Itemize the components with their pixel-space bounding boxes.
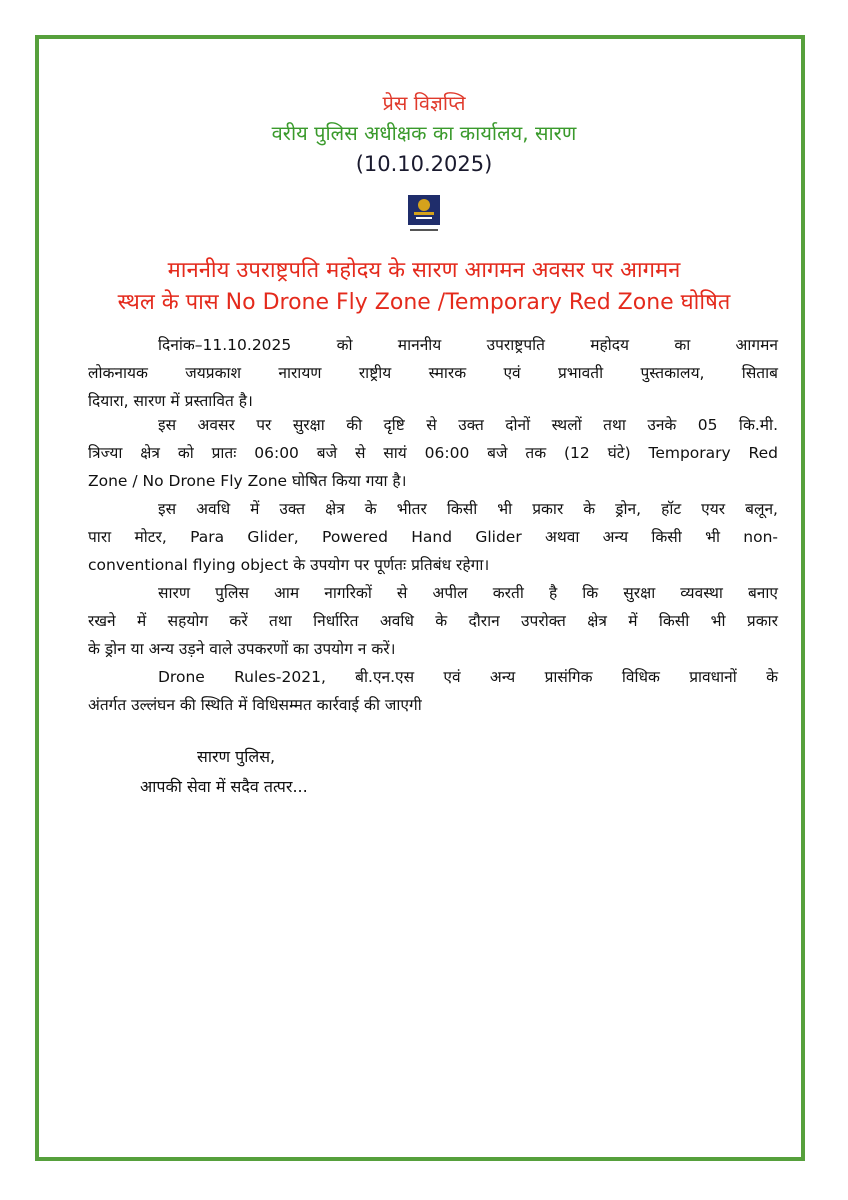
- body-line: अंतर्गत उल्लंघन की स्थिति में विधिसम्मत कार्रवाई की जाएगी: [88, 696, 422, 714]
- emblem-band: [416, 217, 432, 219]
- body-line: लोकनायक जयप्रकाश नारायण राष्ट्रीय स्मारक एवं प्रभावती पुस्तकालय, सिताब: [88, 364, 778, 382]
- body-line: इस अवधि में उक्त क्षेत्र के भीतर किसी भी प्रकार के ड्रोन, हॉट एयर बलून,: [158, 500, 778, 518]
- body-line: रखने में सहयोग करें तथा निर्धारित अवधि के दौरान उपरोक्त क्षेत्र में किसी भी प्रकार: [88, 612, 778, 630]
- body-line: conventional flying object के उपयोग पर पूर्णतः प्रतिबंध रहेगा।: [88, 556, 490, 574]
- body-line: सारण पुलिस आम नागरिकों से अपील करती है कि सुरक्षा व्यवस्था बनाए: [158, 584, 778, 602]
- body-line: Drone Rules-2021, बी.एन.एस एवं अन्य प्रासंगिक विधिक प्रावधानों के: [158, 668, 778, 686]
- body-line: दिनांक–11.10.2025 को माननीय उपराष्ट्रपति महोदय का आगमन: [158, 336, 778, 354]
- body-line: के ड्रोन या अन्य उड़ने वाले उपकरणों का उपयोग न करें।: [88, 640, 396, 658]
- office-name: वरीय पुलिस अधीक्षक का कार्यालय, सारण: [271, 121, 577, 145]
- headline-line-2: स्थल के पास No Drone Fly Zone /Temporary Red Zone घोषित: [117, 290, 731, 315]
- body-line: पारा मोटर, Para Glider, Powered Hand Glider अथवा अन्य किसी भी non-: [88, 528, 778, 546]
- emblem-bar: [414, 212, 434, 215]
- signature-line-1: सारण पुलिस,: [197, 747, 276, 766]
- headline-line-1: माननीय उपराष्ट्रपति महोदय के सारण आगमन अवसर पर आगमन: [167, 258, 681, 283]
- body-line: Zone / No Drone Fly Zone घोषित किया गया है।: [88, 472, 407, 490]
- emblem-motto-line: [410, 229, 438, 231]
- release-date: (10.10.2025): [355, 152, 493, 176]
- body-line: इस अवसर पर सुरक्षा की दृष्टि से उक्त दोनों स्थलों तथा उनके 05 कि.मी.: [158, 416, 778, 434]
- body-line: दियारा, सारण में प्रस्तावित है।: [88, 392, 253, 410]
- press-release-title: प्रेस विज्ञप्ति: [382, 91, 466, 115]
- emblem-seal: [418, 199, 430, 211]
- police-emblem-icon: [402, 193, 446, 237]
- signature-line-2: आपकी सेवा में सदैव तत्पर...: [140, 777, 308, 796]
- body-line: त्रिज्या क्षेत्र को प्रातः 06:00 बजे से सायं 06:00 बजे तक (12 घंटे) Temporary Red: [88, 444, 778, 462]
